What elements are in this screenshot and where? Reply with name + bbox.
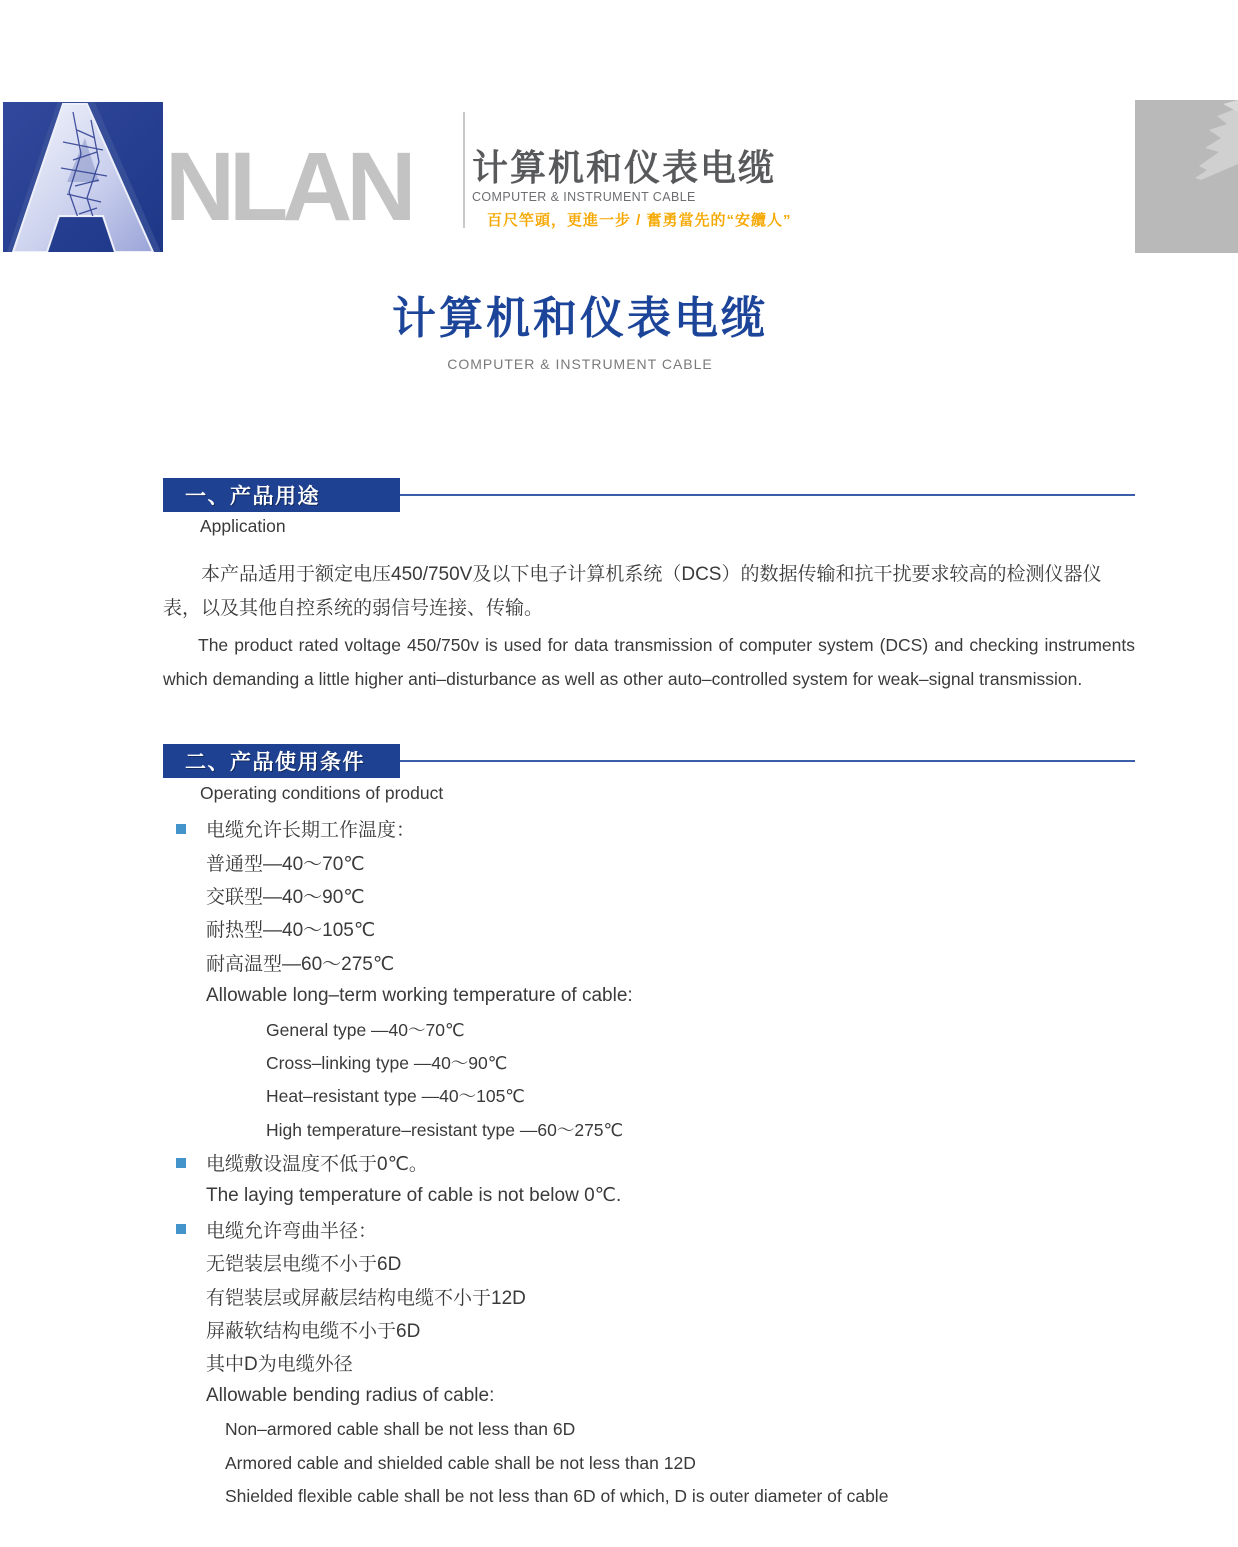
bullet-square-icon [176,1158,186,1168]
list-item [163,1012,1143,1045]
list-item-text: Armored cable and shielded cable shall be not less than 12D [225,1452,696,1473]
list-item-text: 电缆敷设温度不低于0℃。 [206,1154,428,1176]
list-item-text: 无铠装层电缆不小于6D [206,1254,402,1276]
list-item [163,845,1143,878]
bullet-square-icon [176,1224,186,1234]
list-item [163,1279,1143,1312]
section-1-rule [400,494,1135,496]
list-item [163,1480,1143,1513]
list-item [163,912,1143,945]
list-item-text: 耐热型—40～105℃ [206,920,376,942]
leaf-photo-icon [1135,100,1238,253]
list-item-text: Cross–linking type —40～90℃ [266,1052,508,1073]
list-item-text: 耐高温型—60～275℃ [206,953,395,975]
list-item-text: High temperature–resistant type —60～275℃ [266,1119,624,1140]
list-item [163,1146,1143,1179]
list-item-text: 交联型—40～90℃ [206,886,365,908]
list-item [163,1179,1143,1212]
list-item [163,1313,1143,1346]
section-2-heading-en: Operating conditions of product [200,783,444,803]
list-item-text: 有铠装层或屏蔽层结构电缆不小于12D [206,1287,526,1309]
list-item [163,1380,1143,1413]
list-item-text: Heat–resistant type —40～105℃ [266,1086,525,1107]
list-item [163,1413,1143,1446]
section-1-heading-en: Application [200,516,286,536]
list-item [163,1046,1143,1079]
section-2-rule [400,760,1135,762]
section-1-banner [163,478,1135,512]
list-item-text: Shielded flexible cable shall be not less than 6D of which, D is outer diameter of cable [225,1486,889,1506]
section-2-heading: 二、产品使用条件 [163,744,400,778]
header-slogan: 百尺竿頭，更進一步 / 奮勇當先的“安纜人” [487,212,792,229]
list-item-text: 电缆允许弯曲半径： [206,1220,378,1242]
logo-letter-a-icon [3,102,163,252]
list-item [163,1213,1143,1246]
list-item [163,1246,1143,1279]
list-item [163,879,1143,912]
header-photo-placeholder [1135,100,1238,253]
anlan-logo [3,102,163,252]
list-item [163,812,1143,845]
page-subtitle: COMPUTER & INSTRUMENT CABLE [447,355,713,372]
list-item-text: 普通型—40～70℃ [206,853,365,875]
list-item-text: General type —40～70℃ [266,1019,465,1040]
header-title-en: COMPUTER & INSTRUMENT CABLE [472,190,696,204]
application-paragraph-zh: 本产品适用于额定电压450/750V及以下电子计算机系统（DCS）的数据传输和抗干扰要求较高的检测仪器仪表，以及其他自控系统的弱信号连接、传输。 [163,564,1102,619]
list-item [163,1079,1143,1112]
list-item [163,979,1143,1012]
list-item [163,946,1143,979]
logo-wordmark: NLAN [165,132,411,241]
list-item [163,1346,1143,1379]
application-paragraph-en: The product rated voltage 450/750v is used for data transmission of computer system (DCS) and checking instruments which demanding a little higher anti–disturbance as well as other auto–controlled system for weak–signal transmission. [163,635,1135,689]
list-item-text: 屏蔽软结构电缆不小于6D [206,1321,421,1343]
list-item-text: The laying temperature of cable is not below 0℃. [206,1185,622,1207]
list-item-text: Non–armored cable shall be not less than 6D [225,1419,576,1440]
list-item [163,1446,1143,1479]
list-item-text: 其中D为电缆外径 [206,1354,353,1376]
section-1-heading: 一、产品用途 [163,478,400,512]
list-item-text: Allowable bending radius of cable: [206,1385,495,1407]
bullet-square-icon [176,824,186,834]
operating-conditions-list [163,812,1143,1513]
page-title: 计算机和仪表电缆 [392,294,768,343]
list-item [163,1113,1143,1146]
page-title-block [0,294,1160,372]
section-2-banner [163,744,1135,778]
list-item-text: 电缆允许长期工作温度： [206,820,416,842]
list-item-text: Allowable long–term working temperature of cable: [206,984,633,1006]
header-divider [463,112,465,228]
header-title-zh: 计算机和仪表电缆 [472,147,777,188]
